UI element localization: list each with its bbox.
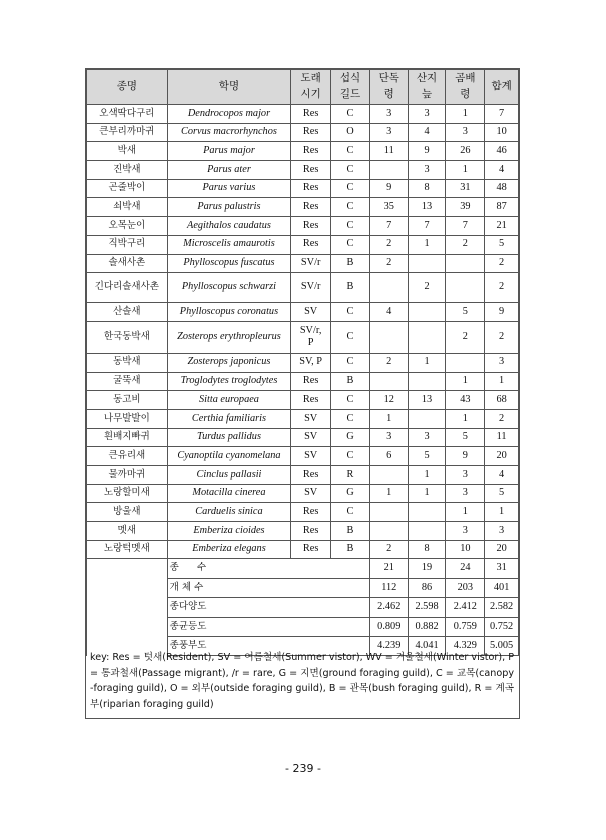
gombaeryeong-count-cell: 1 [446, 161, 485, 180]
gombaeryeong-count-cell: 39 [446, 198, 485, 217]
sanji-neup-count-cell [408, 409, 446, 428]
table-row [87, 105, 519, 124]
arrival-season-cell: Res [291, 522, 331, 541]
summary-value-cell: 2.582 [485, 598, 519, 617]
summary-value-cell: 86 [408, 578, 446, 597]
sanji-neup-count-cell: 7 [408, 217, 446, 236]
gombaeryeong-count-cell [446, 254, 485, 273]
total-count-cell: 10 [485, 123, 519, 142]
table-row [87, 123, 519, 142]
arrival-season-cell: Res [291, 198, 331, 217]
summary-value-cell: 0.759 [446, 617, 485, 636]
feeding-guild-cell: B [331, 254, 370, 273]
table-row [87, 321, 519, 353]
table-row [87, 372, 519, 391]
gombaeryeong-count-cell: 5 [446, 303, 485, 322]
table-key-note: key: Res = 텃새(Resident), SV = 여름철새(Summer vistor), WV = 겨울철새(Winter vistor), P = 통과철새(Passage migrant), /r = rare, G = 지면(ground foraging guild), C = 교목(canopy-foraging guild), O = 외부(outside foraging guild), B = 관목(bush foraging guild), R = 계곡부(riparian foraging guild) [90, 652, 514, 710]
table-row [87, 235, 519, 254]
summary-label-cell: 개 체 수 [167, 578, 369, 597]
dandokryeong-count-cell: 3 [369, 123, 408, 142]
scientific-name-cell: Parus major [167, 142, 291, 161]
table-row [87, 540, 519, 559]
arrival-season-cell: Res [291, 179, 331, 198]
summary-row [87, 617, 519, 636]
gombaeryeong-count-cell [446, 273, 485, 303]
gombaeryeong-count-cell: 2 [446, 235, 485, 254]
sanji-neup-count-cell: 9 [408, 142, 446, 161]
summary-value-cell: 5.005 [485, 637, 519, 656]
dandokryeong-count-cell: 2 [369, 353, 408, 372]
korean-name-cell: 긴다리솔새사촌 [87, 273, 168, 303]
arrival-season-cell: SV/r [291, 273, 331, 303]
summary-value-cell: 112 [369, 578, 408, 597]
table-row [87, 391, 519, 410]
arrival-season-cell: Res [291, 217, 331, 236]
table-row [87, 179, 519, 198]
korean-name-cell: 큰부리까마귀 [87, 123, 168, 142]
header-cell: 곰배 령 [446, 70, 485, 105]
summary-label-cell: 종균등도 [167, 617, 369, 636]
korean-name-cell: 노랑할미새 [87, 484, 168, 503]
header-cell: 학명 [167, 70, 291, 105]
table-header [87, 70, 519, 105]
sanji-neup-count-cell [408, 254, 446, 273]
scientific-name-cell: Microscelis amaurotis [167, 235, 291, 254]
summary-value-cell: 21 [369, 559, 408, 578]
dandokryeong-count-cell: 1 [369, 409, 408, 428]
total-count-cell: 4 [485, 161, 519, 180]
gombaeryeong-count-cell: 1 [446, 503, 485, 522]
dandokryeong-count-cell: 4 [369, 303, 408, 322]
table-body [87, 105, 519, 656]
summary-value-cell: 0.882 [408, 617, 446, 636]
gombaeryeong-count-cell: 9 [446, 447, 485, 466]
dandokryeong-count-cell [369, 372, 408, 391]
gombaeryeong-count-cell: 3 [446, 466, 485, 485]
feeding-guild-cell: C [331, 105, 370, 124]
gombaeryeong-count-cell: 1 [446, 409, 485, 428]
feeding-guild-cell: C [331, 391, 370, 410]
dandokryeong-count-cell: 9 [369, 179, 408, 198]
scientific-name-cell: Zosterops japonicus [167, 353, 291, 372]
sanji-neup-count-cell [408, 503, 446, 522]
table-row [87, 522, 519, 541]
korean-name-cell: 방울새 [87, 503, 168, 522]
scientific-name-cell: Carduelis sinica [167, 503, 291, 522]
feeding-guild-cell: B [331, 372, 370, 391]
arrival-season-cell: SV [291, 409, 331, 428]
summary-label-cell: 종풍부도 [167, 637, 369, 656]
total-count-cell: 48 [485, 179, 519, 198]
summary-value-cell: 2.412 [446, 598, 485, 617]
arrival-season-cell: Res [291, 391, 331, 410]
scientific-name-cell: Dendrocopos major [167, 105, 291, 124]
scientific-name-cell: Sitta europaea [167, 391, 291, 410]
table-row [87, 161, 519, 180]
header-cell: 산지 늪 [408, 70, 446, 105]
table-row [87, 142, 519, 161]
dandokryeong-count-cell: 12 [369, 391, 408, 410]
korean-name-cell: 동고비 [87, 391, 168, 410]
total-count-cell: 1 [485, 503, 519, 522]
gombaeryeong-count-cell: 3 [446, 123, 485, 142]
feeding-guild-cell: C [331, 198, 370, 217]
dandokryeong-count-cell [369, 503, 408, 522]
scientific-name-cell: Emberiza cioides [167, 522, 291, 541]
sanji-neup-count-cell: 1 [408, 353, 446, 372]
feeding-guild-cell: C [331, 321, 370, 353]
feeding-guild-cell: C [331, 409, 370, 428]
scientific-name-cell: Phylloscopus coronatus [167, 303, 291, 322]
korean-name-cell: 노랑턱멧새 [87, 540, 168, 559]
table-row [87, 217, 519, 236]
summary-value-cell: 0.752 [485, 617, 519, 636]
header-cell: 합계 [485, 70, 519, 105]
page-number: - 239 - [285, 762, 321, 775]
korean-name-cell: 직박구리 [87, 235, 168, 254]
dandokryeong-count-cell: 11 [369, 142, 408, 161]
korean-name-cell: 물까마귀 [87, 466, 168, 485]
dandokryeong-count-cell: 3 [369, 428, 408, 447]
gombaeryeong-count-cell: 10 [446, 540, 485, 559]
total-count-cell: 68 [485, 391, 519, 410]
korean-name-cell: 나무발발이 [87, 409, 168, 428]
scientific-name-cell: Corvus macrorhynchos [167, 123, 291, 142]
scientific-name-cell: Cinclus pallasii [167, 466, 291, 485]
dandokryeong-count-cell [369, 273, 408, 303]
summary-label-cell: 종다양도 [167, 598, 369, 617]
dandokryeong-count-cell: 2 [369, 254, 408, 273]
summary-blank-cell [87, 598, 168, 617]
korean-name-cell: 굴뚝새 [87, 372, 168, 391]
dandokryeong-count-cell: 2 [369, 540, 408, 559]
korean-name-cell: 흰배지빠귀 [87, 428, 168, 447]
total-count-cell: 2 [485, 321, 519, 353]
summary-value-cell: 4.329 [446, 637, 485, 656]
scientific-name-cell: Phylloscopus fuscatus [167, 254, 291, 273]
arrival-season-cell: Res [291, 372, 331, 391]
sanji-neup-count-cell: 8 [408, 540, 446, 559]
species-table-frame [85, 68, 520, 719]
sanji-neup-count-cell: 1 [408, 466, 446, 485]
summary-value-cell: 4.041 [408, 637, 446, 656]
total-count-cell: 46 [485, 142, 519, 161]
feeding-guild-cell: B [331, 522, 370, 541]
sanji-neup-count-cell: 5 [408, 447, 446, 466]
summary-value-cell: 31 [485, 559, 519, 578]
table-row [87, 254, 519, 273]
bird-species-table [86, 69, 519, 656]
total-count-cell: 2 [485, 409, 519, 428]
korean-name-cell: 한국동박새 [87, 321, 168, 353]
dandokryeong-count-cell: 1 [369, 484, 408, 503]
sanji-neup-count-cell: 3 [408, 105, 446, 124]
total-count-cell: 21 [485, 217, 519, 236]
sanji-neup-count-cell [408, 372, 446, 391]
arrival-season-cell: Res [291, 540, 331, 559]
feeding-guild-cell: R [331, 466, 370, 485]
total-count-cell: 11 [485, 428, 519, 447]
feeding-guild-cell: C [331, 235, 370, 254]
korean-name-cell: 산솔새 [87, 303, 168, 322]
feeding-guild-cell: C [331, 217, 370, 236]
dandokryeong-count-cell: 2 [369, 235, 408, 254]
scientific-name-cell: Emberiza elegans [167, 540, 291, 559]
total-count-cell: 20 [485, 447, 519, 466]
arrival-season-cell: Res [291, 235, 331, 254]
summary-value-cell: 2.462 [369, 598, 408, 617]
arrival-season-cell: Res [291, 503, 331, 522]
sanji-neup-count-cell: 4 [408, 123, 446, 142]
arrival-season-cell: SV/r [291, 254, 331, 273]
scientific-name-cell: Parus palustris [167, 198, 291, 217]
table-row [87, 273, 519, 303]
sanji-neup-count-cell [408, 522, 446, 541]
summary-row [87, 598, 519, 617]
sanji-neup-count-cell: 3 [408, 161, 446, 180]
korean-name-cell: 쇠박새 [87, 198, 168, 217]
total-count-cell: 2 [485, 273, 519, 303]
arrival-season-cell: SV, P [291, 353, 331, 372]
total-count-cell: 3 [485, 353, 519, 372]
dandokryeong-count-cell: 3 [369, 105, 408, 124]
feeding-guild-cell: C [331, 303, 370, 322]
header-row [87, 70, 519, 105]
dandokryeong-count-cell [369, 321, 408, 353]
summary-row [87, 559, 519, 578]
total-count-cell: 20 [485, 540, 519, 559]
feeding-guild-cell: C [331, 353, 370, 372]
sanji-neup-count-cell: 2 [408, 273, 446, 303]
korean-name-cell: 곤줄박이 [87, 179, 168, 198]
feeding-guild-cell: G [331, 428, 370, 447]
table-row [87, 353, 519, 372]
dandokryeong-count-cell [369, 466, 408, 485]
gombaeryeong-count-cell: 1 [446, 105, 485, 124]
summary-blank-cell [87, 559, 168, 578]
summary-value-cell: 4.239 [369, 637, 408, 656]
scientific-name-cell: Zosterops erythropleurus [167, 321, 291, 353]
dandokryeong-count-cell [369, 161, 408, 180]
korean-name-cell: 동박새 [87, 353, 168, 372]
sanji-neup-count-cell: 13 [408, 198, 446, 217]
feeding-guild-cell: G [331, 484, 370, 503]
sanji-neup-count-cell: 13 [408, 391, 446, 410]
summary-value-cell: 401 [485, 578, 519, 597]
scientific-name-cell: Certhia familiaris [167, 409, 291, 428]
total-count-cell: 5 [485, 235, 519, 254]
gombaeryeong-count-cell: 3 [446, 522, 485, 541]
feeding-guild-cell: O [331, 123, 370, 142]
dandokryeong-count-cell: 35 [369, 198, 408, 217]
summary-value-cell: 2.598 [408, 598, 446, 617]
summary-value-cell: 203 [446, 578, 485, 597]
summary-row [87, 578, 519, 597]
scientific-name-cell: Parus ater [167, 161, 291, 180]
table-row [87, 428, 519, 447]
dandokryeong-count-cell: 6 [369, 447, 408, 466]
total-count-cell: 9 [485, 303, 519, 322]
scientific-name-cell: Aegithalos caudatus [167, 217, 291, 236]
gombaeryeong-count-cell: 43 [446, 391, 485, 410]
scientific-name-cell: Phylloscopus schwarzi [167, 273, 291, 303]
scientific-name-cell: Turdus pallidus [167, 428, 291, 447]
table-row [87, 466, 519, 485]
korean-name-cell: 오목눈이 [87, 217, 168, 236]
arrival-season-cell: Res [291, 142, 331, 161]
total-count-cell: 1 [485, 372, 519, 391]
gombaeryeong-count-cell: 31 [446, 179, 485, 198]
korean-name-cell: 진박새 [87, 161, 168, 180]
korean-name-cell: 멧새 [87, 522, 168, 541]
arrival-season-cell: Res [291, 466, 331, 485]
header-cell: 단독 령 [369, 70, 408, 105]
total-count-cell: 5 [485, 484, 519, 503]
sanji-neup-count-cell: 8 [408, 179, 446, 198]
scientific-name-cell: Motacilla cinerea [167, 484, 291, 503]
arrival-season-cell: Res [291, 105, 331, 124]
korean-name-cell: 오색딱다구리 [87, 105, 168, 124]
arrival-season-cell: SV [291, 303, 331, 322]
feeding-guild-cell: C [331, 503, 370, 522]
total-count-cell: 4 [485, 466, 519, 485]
gombaeryeong-count-cell: 26 [446, 142, 485, 161]
feeding-guild-cell: C [331, 447, 370, 466]
sanji-neup-count-cell: 1 [408, 235, 446, 254]
sanji-neup-count-cell [408, 321, 446, 353]
table-row [87, 503, 519, 522]
total-count-cell: 2 [485, 254, 519, 273]
dandokryeong-count-cell: 7 [369, 217, 408, 236]
gombaeryeong-count-cell: 7 [446, 217, 485, 236]
feeding-guild-cell: B [331, 540, 370, 559]
arrival-season-cell: SV/r, P [291, 321, 331, 353]
gombaeryeong-count-cell: 2 [446, 321, 485, 353]
table-row [87, 409, 519, 428]
arrival-season-cell: Res [291, 123, 331, 142]
table-row [87, 484, 519, 503]
scientific-name-cell: Troglodytes troglodytes [167, 372, 291, 391]
summary-value-cell: 24 [446, 559, 485, 578]
summary-blank-cell [87, 578, 168, 597]
scientific-name-cell: Cyanoptila cyanomelana [167, 447, 291, 466]
sanji-neup-count-cell: 3 [408, 428, 446, 447]
header-cell: 도래 시기 [291, 70, 331, 105]
korean-name-cell: 큰유리새 [87, 447, 168, 466]
summary-label-cell: 종 수 [167, 559, 369, 578]
summary-blank-cell [87, 617, 168, 636]
korean-name-cell: 솔새사촌 [87, 254, 168, 273]
table-row [87, 303, 519, 322]
summary-value-cell: 19 [408, 559, 446, 578]
header-cell: 섭식 길드 [331, 70, 370, 105]
scientific-name-cell: Parus varius [167, 179, 291, 198]
arrival-season-cell: SV [291, 484, 331, 503]
arrival-season-cell: Res [291, 161, 331, 180]
total-count-cell: 3 [485, 522, 519, 541]
gombaeryeong-count-cell: 5 [446, 428, 485, 447]
table-row [87, 447, 519, 466]
feeding-guild-cell: C [331, 161, 370, 180]
header-cell: 종명 [87, 70, 168, 105]
feeding-guild-cell: B [331, 273, 370, 303]
total-count-cell: 7 [485, 105, 519, 124]
arrival-season-cell: SV [291, 447, 331, 466]
table-row [87, 198, 519, 217]
korean-name-cell: 박새 [87, 142, 168, 161]
gombaeryeong-count-cell: 3 [446, 484, 485, 503]
feeding-guild-cell: C [331, 142, 370, 161]
gombaeryeong-count-cell [446, 353, 485, 372]
feeding-guild-cell: C [331, 179, 370, 198]
arrival-season-cell: SV [291, 428, 331, 447]
gombaeryeong-count-cell: 1 [446, 372, 485, 391]
dandokryeong-count-cell [369, 522, 408, 541]
summary-value-cell: 0.809 [369, 617, 408, 636]
total-count-cell: 87 [485, 198, 519, 217]
sanji-neup-count-cell: 1 [408, 484, 446, 503]
sanji-neup-count-cell [408, 303, 446, 322]
